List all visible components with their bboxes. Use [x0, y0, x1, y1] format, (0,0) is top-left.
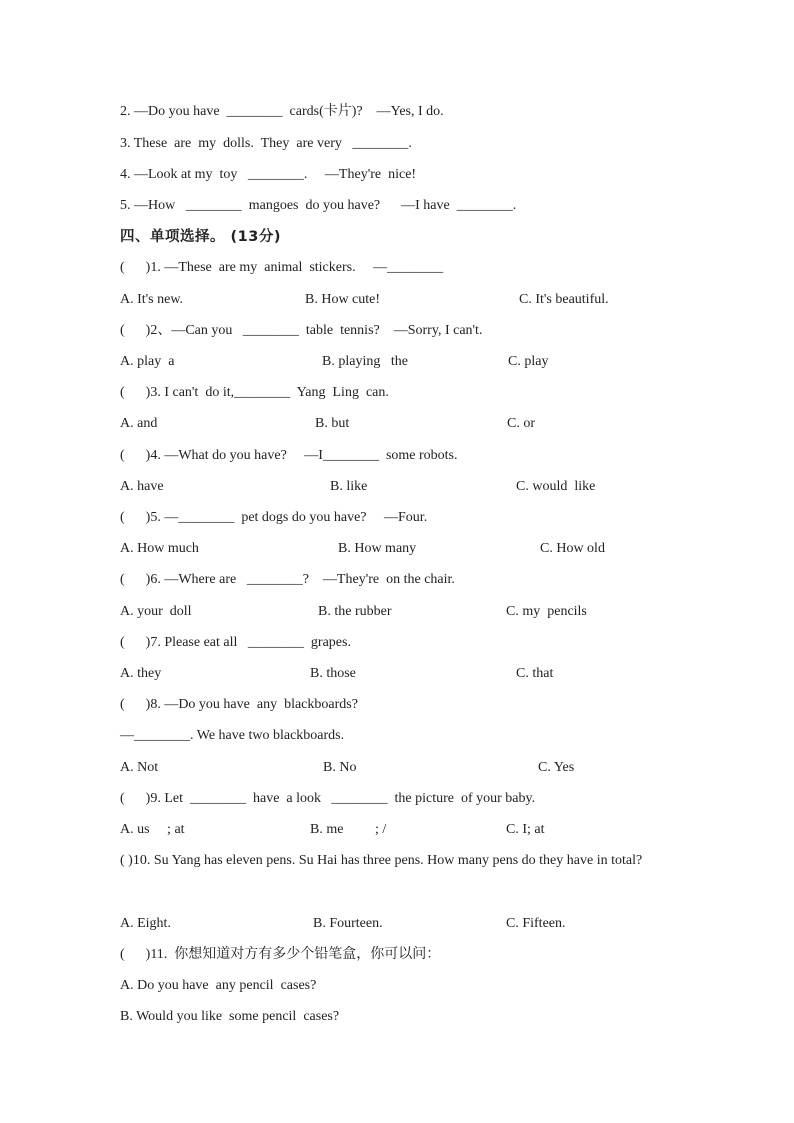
option-a: A. they — [120, 666, 162, 681]
option-b: B. but — [315, 416, 350, 431]
option-c: C. or — [507, 416, 535, 431]
option-c: C. Yes — [538, 760, 575, 775]
question-10-stem: ( )10. Su Yang has eleven pens. Su Hai has three pens. How many pens do they have in total? — [120, 853, 643, 868]
question-6-options — [0, 603, 794, 621]
option-c: C. It's beautiful. — [519, 292, 609, 307]
fill-in-item-4: 4. —Look at my toy ________. —They're nice! — [120, 167, 417, 182]
question-10-options — [0, 915, 794, 933]
question-7-stem: ( )7. Please eat all ________ grapes. — [120, 635, 351, 650]
question-9-options — [0, 821, 794, 839]
option-c: C. that — [516, 666, 554, 681]
option-b: B. like — [330, 479, 368, 494]
fill-in-item-5: 5. —How ________ mangoes do you have? —I have ________. — [120, 198, 517, 213]
option-a: A. Not — [120, 760, 159, 775]
option-b: B. the rubber — [318, 604, 392, 619]
fill-in-item-3: 3. These are my dolls. They are very ________. — [120, 136, 412, 151]
option-b: B. No — [323, 760, 357, 775]
option-c: C. play — [508, 354, 549, 369]
option-b: B. those — [310, 666, 356, 681]
option-c: C. I; at — [506, 822, 545, 837]
section-heading: 四、单项选择。 (13分) — [120, 229, 281, 245]
question-7-options — [0, 665, 794, 683]
question-6-stem: ( )6. —Where are ________? —They're on the chair. — [120, 572, 455, 587]
option-a: A. and — [120, 416, 158, 431]
option-b: B. How many — [338, 541, 417, 556]
option-a: A. How much — [120, 541, 199, 556]
option-a: A. us ; at — [120, 822, 185, 837]
question-8-reply: —________. We have two blackboards. — [120, 728, 345, 743]
question-8-stem: ( )8. —Do you have any blackboards? — [120, 697, 358, 712]
option-a: A. play a — [120, 354, 175, 369]
option-c: C. Fifteen. — [506, 916, 566, 931]
question-5-options — [0, 540, 794, 558]
option-a: A. It's new. — [120, 292, 184, 307]
question-4-options — [0, 478, 794, 496]
question-4-stem: ( )4. —What do you have? —I________ some robots. — [120, 448, 458, 463]
question-2-stem: ( )2、—Can you ________ table tennis? —Sorry, I can't. — [120, 323, 483, 338]
fill-in-item-2: 2. —Do you have ________ cards(卡片)? —Yes, I do. — [120, 104, 444, 119]
option-b: B. me ; / — [310, 822, 387, 837]
option-c: C. How old — [540, 541, 605, 556]
question-11-option-a: A. Do you have any pencil cases? — [120, 978, 317, 993]
option-a: A. have — [120, 479, 164, 494]
option-c: C. would like — [516, 479, 596, 494]
option-b: B. How cute! — [305, 292, 381, 307]
question-5-stem: ( )5. —________ pet dogs do you have? —Four. — [120, 510, 428, 525]
option-a: A. your doll — [120, 604, 192, 619]
option-a: A. Eight. — [120, 916, 171, 931]
question-3-stem: ( )3. I can't do it,________ Yang Ling can. — [120, 385, 389, 400]
question-1-options — [0, 291, 794, 309]
option-b: B. Fourteen. — [313, 916, 383, 931]
question-11-option-b: B. Would you like some pencil cases? — [120, 1009, 340, 1024]
question-2-options — [0, 353, 794, 371]
question-3-options — [0, 415, 794, 433]
option-b: B. playing the — [322, 354, 408, 369]
question-8-options — [0, 759, 794, 777]
question-9-stem: ( )9. Let ________ have a look ________ the picture of your baby. — [120, 791, 536, 806]
question-1-stem: ( )1. —These are my animal stickers. —________ — [120, 260, 444, 275]
option-c: C. my pencils — [506, 604, 587, 619]
question-11-stem: ( )11. 你想知道对方有多少个铅笔盒，你可以问： — [120, 947, 441, 962]
